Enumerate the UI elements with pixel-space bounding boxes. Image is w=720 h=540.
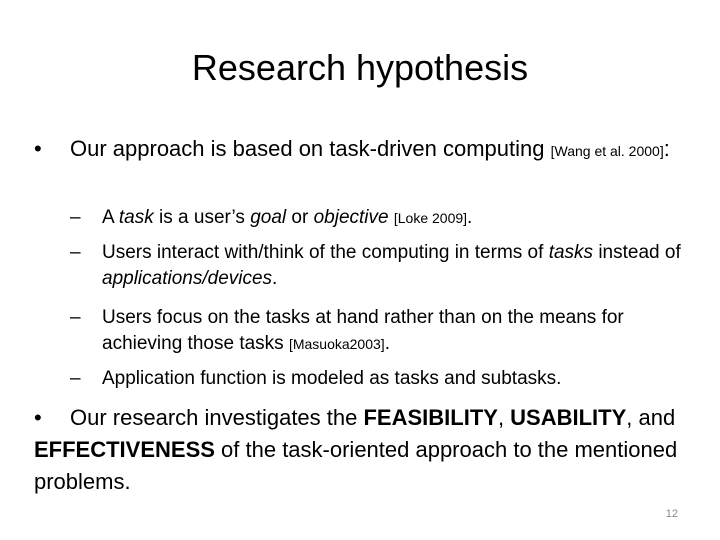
text-fragment: Our research investigates the bbox=[70, 405, 364, 430]
bullet-research-investigates bbox=[34, 402, 684, 498]
emphasis-feasibility: FEASIBILITY bbox=[363, 405, 498, 430]
text-fragment: is a user’s bbox=[153, 207, 251, 228]
text-fragment: Application function is modeled as tasks and subtasks. bbox=[102, 368, 562, 389]
slide-title: Research hypothesis bbox=[191, 47, 529, 88]
text-fragment: Users focus on the tasks at hand rather than on the means for achieving those tasks bbox=[102, 307, 624, 354]
emphasis-applications: applications/devices bbox=[102, 268, 273, 289]
text-fragment: or bbox=[286, 207, 314, 228]
subbullet-marker: – bbox=[70, 307, 81, 328]
emphasis-objective: objective bbox=[313, 207, 389, 228]
citation-loke: [Loke 2009] bbox=[393, 210, 468, 226]
emphasis-effectiveness: EFFECTIVENESS bbox=[34, 437, 215, 462]
emphasis-tasks: tasks bbox=[548, 242, 594, 263]
text-fragment: , and bbox=[626, 405, 676, 430]
text-fragment: Users interact with/think of the computing in terms of bbox=[102, 242, 549, 263]
emphasis-goal: goal bbox=[250, 207, 287, 228]
text-fragment: . bbox=[384, 333, 390, 354]
subbullet-application-function bbox=[70, 366, 700, 392]
text-fragment: of the task-oriented approach to the mentioned problems. bbox=[34, 437, 678, 494]
text-fragment: A bbox=[102, 207, 119, 228]
text-fragment: instead of bbox=[593, 242, 681, 263]
text-fragment: . bbox=[272, 268, 278, 289]
emphasis-task: task bbox=[118, 207, 154, 228]
subbullet-task-definition bbox=[70, 205, 700, 231]
subbullet-marker: – bbox=[70, 207, 81, 228]
emphasis-usability: USABILITY bbox=[510, 405, 627, 430]
bullet-task-driven bbox=[34, 133, 694, 167]
subbullet-users-interact bbox=[70, 240, 700, 292]
citation-masuoka: [Masuoka2003] bbox=[288, 336, 385, 352]
bullet-colon: : bbox=[663, 136, 670, 161]
bullet-marker: • bbox=[34, 136, 42, 161]
bullet-marker: • bbox=[34, 405, 42, 430]
bullet-text: Our approach is based on task-driven computing bbox=[70, 136, 551, 161]
subbullet-marker: – bbox=[70, 368, 81, 389]
citation-wang: [Wang et al. 2000] bbox=[550, 143, 664, 159]
page-number: 12 bbox=[665, 508, 678, 520]
subbullet-users-focus bbox=[70, 305, 700, 357]
text-fragment: , bbox=[497, 405, 511, 430]
subbullet-marker: – bbox=[70, 242, 81, 263]
text-fragment: . bbox=[467, 207, 473, 228]
